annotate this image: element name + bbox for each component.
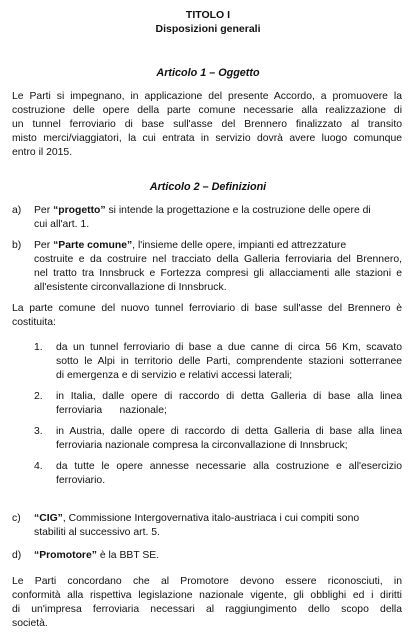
list-marker: d): [12, 550, 22, 561]
definition-line: stabiliti al successivo art. 5.: [34, 527, 160, 538]
paragraph-line: costruzione delle opere della parte comune necessarie alla realizzazione di: [12, 105, 402, 116]
defined-term: “CIG”: [34, 513, 63, 524]
item-line: sotto le Alpi in territorio delle Parti, comprendente stazioni sotterranee: [56, 356, 402, 367]
definition-line: [34, 239, 402, 253]
definition-line: all'esistente circonvallazione di Innsbruck.: [34, 282, 227, 293]
item-line: ferroviaria nazionale;: [56, 405, 167, 416]
paragraph-line: costituita:: [12, 317, 56, 328]
paragraph-line: conformità alla rispettiva legislazione nazionale vigente, gli obblighi ed i diritti: [12, 590, 402, 601]
item-line: in Austria, dalle opere di raccordo di detta Galleria di base alla linea: [56, 426, 402, 437]
item-number: 2.: [34, 391, 43, 402]
item-number: 4.: [34, 461, 43, 472]
definition-line: [34, 549, 159, 563]
definition-text: si intende la progettazione e la costruzione delle opere di: [105, 205, 371, 216]
defined-term: “Parte comune”: [53, 240, 133, 251]
paragraph-line: La parte comune del nuovo tunnel ferroviario di base sull'asse del Brennero è: [12, 303, 402, 314]
definition-text: è la BBT SE.: [96, 550, 160, 561]
definition-text: , Commissione Intergovernativa italo-austriaca i cui compiti sono: [62, 513, 360, 524]
document-title: TITOLO I: [185, 9, 231, 21]
paragraph-line: Le Parti concordano che al Promotore devono essere riconosciuti, in: [12, 576, 402, 587]
item-line: da un tunnel ferroviario di base a due canne di circa 56 Km, scavato: [56, 342, 402, 353]
definition-prefix: Per: [34, 205, 54, 216]
definition-line: [34, 512, 402, 526]
item-line: di emergenza e di servizio e relativi accessi laterali;: [56, 370, 293, 381]
paragraph-line: di un'impresa ferroviaria necessari al raggiungimento dello scopo della: [12, 604, 402, 615]
paragraph-line: Le Parti si impegnano, in applicazione del presente Accordo, a promuovere la: [12, 91, 402, 102]
document-subtitle: Disposizioni generali: [155, 23, 261, 35]
defined-term: “Promotore”: [34, 550, 97, 561]
definition-prefix: Per: [34, 240, 54, 251]
definition-line: cui all'art. 1.: [34, 219, 90, 230]
item-line: in Italia, dalle opere di raccordo di detta Galleria di base alla linea: [56, 391, 402, 402]
item-line: ferroviaria nazionale compresa la circonvallazione di Innsbruck;: [56, 440, 348, 451]
list-marker: a): [12, 205, 22, 216]
item-number: 1.: [34, 342, 43, 353]
article-2-heading: Articolo 2 – Definizioni: [149, 181, 267, 193]
paragraph-line: entro il 2015.: [12, 147, 73, 158]
definition-line: [34, 204, 402, 218]
paragraph-line: società.: [12, 618, 48, 629]
definition-line: nel tratto tra Innsbruck e Fortezza compresi gli allacciamenti alle stazioni e: [34, 268, 402, 279]
item-line: da tutte le opere annesse necessarie alla costruzione e all'esercizio: [56, 461, 402, 472]
list-marker: c): [12, 513, 21, 524]
paragraph-line: un tunnel ferroviario di base sull'asse del Brennero finalizzato al transito: [12, 119, 402, 130]
item-line: ferroviario.: [56, 475, 106, 486]
paragraph-line: misto merci/viaggiatori, la cui entrata in servizio dovrà avere luogo comunque: [12, 133, 402, 144]
article-1-heading: Articolo 1 – Oggetto: [156, 67, 260, 79]
definition-text: , l'insieme delle opere, impianti ed attrezzature: [132, 240, 347, 251]
defined-term: “progetto”: [53, 205, 106, 216]
definition-line: costruite e da costruire nel tracciato della Galleria ferroviaria del Brennero,: [34, 254, 402, 265]
list-marker: b): [12, 240, 22, 251]
item-number: 3.: [34, 426, 43, 437]
